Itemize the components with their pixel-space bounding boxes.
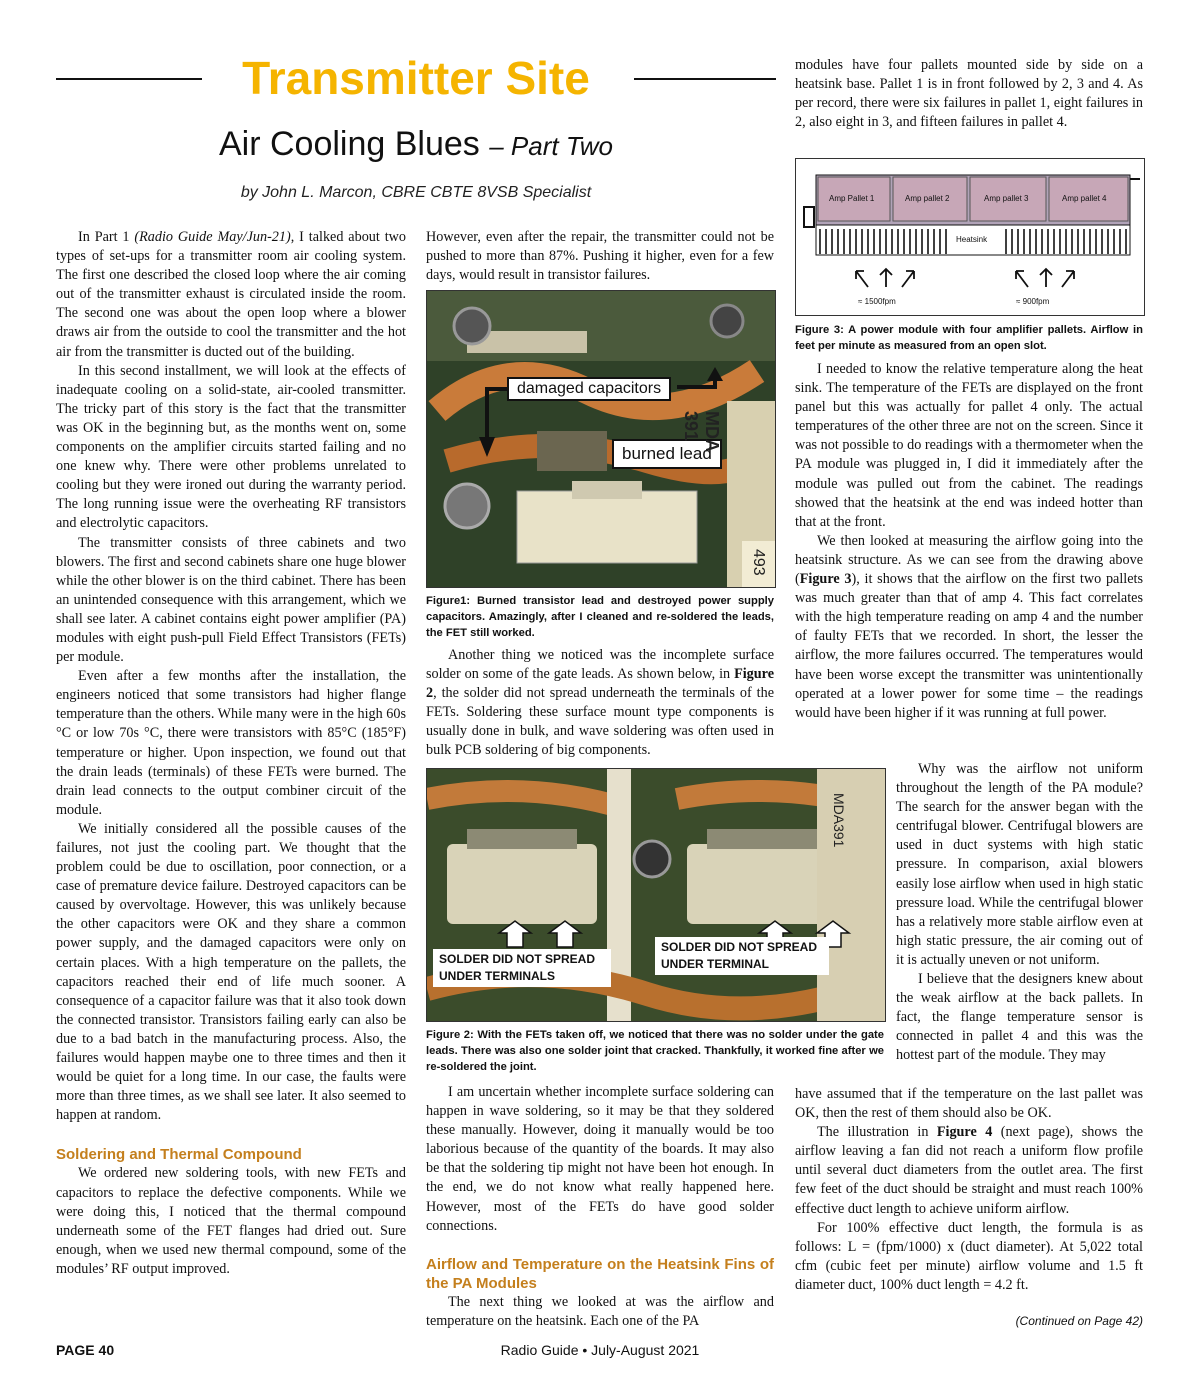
paragraph: In Part 1 (Radio Guide May/Jun-21), I talked about two types of set-ups for a transmitter room air cooling system. The first one described the closed loop where the air coming out of the transmitter exhaust is circulated inside the room. The second one was about the open loop where a blower draws air from the outside to cool the transmitter and the hot air from the transmitter is ducted out of the building.: [56, 229, 406, 360]
label-solder-right: SOLDER DID NOT SPREAD UNDER TERMINAL: [655, 937, 829, 975]
pallet-3-label: Amp pallet 3: [984, 194, 1029, 203]
column-3-bottom: [795, 1085, 1143, 1295]
paragraph: I needed to know the relative temperature along the heat sink. The temperature of the FETs are displayed on the front panel but this was actually for pallet 4 only. The actual temperatures of the other three are not on the screen. Since it was not possible to do readings with a thermometer when the PA module was plugged in, I did it immediately after the module was pulled out from the cabinet. The readings showed that the heatsink at the end was indeed hotter than that at the front.: [795, 361, 1143, 530]
paragraph: The transmitter consists of three cabinets and two blowers. The first and second cabinets share one huge blower while the other blower is on the third cabinet. There has been an unintended consequence with this arrangement, which we shall see later. A cabinet contains eight power amplifier (PA) modules with eight push-pull Field Effect Transistors (FETs) per module.: [56, 534, 406, 666]
article-title-main: Air Cooling Blues: [218, 125, 480, 163]
figure-1-caption-wrap: [426, 593, 774, 641]
figure-3-caption: Figure 3: A power module with four amplifier pallets. Airflow in feet per minute as measured from an open slot.: [795, 324, 1143, 352]
section-title: Transmitter Site: [242, 52, 590, 104]
publication-info: Radio Guide • July-August 2021: [500, 1342, 700, 1358]
figure-3-diagram: [795, 158, 1145, 316]
column-1: [56, 228, 406, 1279]
figure-3-ref: Figure 3: [799, 571, 852, 588]
paragraph: We ordered new soldering tools, with new FETs and capacitors to replace the defective components. While we were doing this, I noticed that the thermal compound underneath some of the FET flanges had dried out. Sure enough, when we used new thermal compound, some of the modules’ RF output improved.: [56, 1165, 406, 1277]
continued-note: (Continued on Page 42): [1015, 1314, 1143, 1328]
paragraph: Even after a few months after the installation, the engineers noticed that some transistors had higher flange temperature than the others. While many were in the high 60s °C or low 70s °C, there were transistors with 85°C (185°F) temperature or higher. Upon inspection, we found out that the drain leads (terminals) of these FETs were burned. The drain lead connects to the output combiner circuit of the module.: [56, 668, 406, 818]
paragraph: I am uncertain whether incomplete surface soldering can happen in wave soldering, so it may be that they soldered these manually. However, doing it manually would be too laborious because of the quantity of the boards. It may also be that the soldering tip might not have been hot enough. In the end, we do not know what really happened here. However, most of the FETs do have good solder connections.: [426, 1084, 774, 1234]
pallet-1-label: Amp Pallet 1: [829, 194, 875, 203]
figure-1-caption: Figure1: Burned transistor lead and destroyed power supply capacitors. Amazingly, after I cleaned and re-soldered the leads, the FET still worked.: [426, 595, 774, 639]
paragraph: The illustration in Figure 4 (next page), shows the airflow leaving a fan did not reach a uniform flow profile until several duct diameters from the outlet area. The first few feet of the duct should be straight and must reach 100% effective duct length to achieve uniform airflow.: [795, 1124, 1143, 1217]
figure-4-ref: Figure 4: [936, 1124, 993, 1141]
figure-1-photo: [426, 290, 776, 588]
column-2-top: [426, 228, 774, 285]
figure-2-caption: Figure 2: With the FETs taken off, we noticed that there was no solder under the gate leads. There was also one solder joint that cracked. Thankfully, it worked fine after we re-soldered the joint.: [426, 1029, 884, 1073]
column-2-bottom: [426, 1083, 774, 1331]
column-3-narrow: [896, 760, 1143, 1066]
column-3-main: [795, 360, 1143, 723]
board-marking-2: MDA391: [831, 793, 847, 848]
paragraph: We initially considered all the possible causes of the failures, not just the cooling part. We thought that the problem could be due to oscillation, poor connection, or a case of premature device failure. Destroyed capacitors can be caused by overvoltage. However, this was unlikely because the other capacitors were OK and they share a common power supply, and the damaged capacitors were only on certain places. With a high temperature on the pallets, the capacitors reached their end of life much sooner. A consequence of a capacitor failure was that it also took down the connected transistor. Transistors failing early can also be due to a bad batch in the manufacturing process. Also, the failures would happen maybe one to three times and then it would be quiet for a long time. In our case, the faults were more than three times, as we shall see later. It also seemed to happen at random.: [56, 820, 406, 1124]
paragraph: However, even after the repair, the transmitter could not be pushed to more than 87%. Pushing it higher, even for a few days, would result in transistor failures.: [426, 229, 774, 284]
label-burned-lead: burned lead: [612, 439, 722, 469]
magazine-reference: (Radio Guide May/Jun-21): [134, 229, 291, 245]
figure-2-ref: Figure 2: [426, 666, 774, 702]
figure-3-caption-wrap: [795, 322, 1143, 354]
heatsink-label: Heatsink: [956, 235, 988, 244]
page-number: PAGE 40: [56, 1342, 115, 1358]
column-2-mid: [426, 646, 774, 761]
paragraph: For 100% effective duct length, the formula is as follows: L = (fpm/1000) x (duct diameter). At 5,022 total cfm (cubic feet per minute) airflow volume and 1.5 ft diameter duct, 100% duct length = 4.2 ft.: [795, 1219, 1143, 1293]
board-marking: MDA 391: [681, 411, 722, 452]
byline: by John L. Marcon, CBRE CBTE 8VSB Specialist: [240, 184, 592, 201]
pallet-2-label: Amp pallet 2: [905, 194, 950, 203]
subheading-soldering: Soldering and Thermal Compound: [56, 1146, 302, 1164]
paragraph: Why was the airflow not uniform throughout the length of the PA module? The search for the answer began with the centrifugal blower. Centrifugal blowers are used in duct systems with high static pressure. In comparison, axial blowers easily lose airflow when used in high static pressure load. While the centrifugal blower has a relatively more stable airflow even at high static pressure, the air coming out of it is actually uneven or not uniform.: [896, 761, 1143, 968]
airflow-front-label: ≈ 1500fpm: [858, 297, 896, 306]
label-solder-left: SOLDER DID NOT SPREAD UNDER TERMINALS: [433, 949, 611, 987]
article-title: [56, 122, 776, 168]
board-number: 493: [750, 549, 767, 576]
paragraph: We then looked at measuring the airflow going into the heatsink structure. As we can see from the drawing above (Figure 3), it shows that the airflow on the first two pallets was much greater than that of amp 4. This fact correlates with the high temperature reading on amp 4 and the number of faulty FETs that we recorded. In short, the lesser the airflow, the more failures occurred. The temperatures would have been worse except the transmitter was unintentionally operated at a lower power for some time – the readings would have been higher if it was running at full power.: [795, 532, 1143, 721]
figure-2-caption-wrap: [426, 1027, 884, 1075]
paragraph: have assumed that if the temperature on the last pallet was OK, then the rest of them should also be OK.: [795, 1086, 1143, 1122]
figure-2-photo: [426, 768, 886, 1022]
masthead: [56, 50, 776, 110]
column-3-top: [795, 56, 1143, 132]
pallet-4-label: Amp pallet 4: [1062, 194, 1107, 203]
paragraph: modules have four pallets mounted side by side on a heatsink base. Pallet 1 is in front followed by 2, 3 and 4. As per record, there were six failures in pallet 1, eight failures in 2, also eight in 3, and fifteen failures in pallet 4.: [795, 57, 1143, 131]
paragraph: I believe that the designers knew about the weak airflow at the back pallets. In fact, the flange temperature sensor is connected in pallet 4 and this was the hottest part of the module. They may: [896, 971, 1143, 1064]
airflow-back-label: ≈ 900fpm: [1016, 297, 1050, 306]
article-title-part: – Part Two: [489, 131, 614, 161]
subheading-airflow: Airflow and Temperature on the Heatsink Fins of the PA Modules: [426, 1255, 774, 1292]
paragraph: Another thing we noticed was the incomplete surface solder on some of the gate leads. As shown below, in Figure 2, the solder did not spread underneath the terminals of the FETs. Soldering these surface mount type components is usually done in bulk, and wave soldering was often used in bulk PCB soldering of big components.: [426, 647, 774, 759]
label-damaged-capacitors: damaged capacitors: [507, 377, 671, 401]
paragraph: In this second installment, we will look at the effects of inadequate cooling on a solid-state, air-cooled transmitter. The tricky part of this story is the fact that the transmitter was OK in the beginning but, as the months went on, some components on the amplifier circuits started failing and no one knew why. There were other problems unrelated to cooling but they were ironed out during the warranty period. The long running issue were the overheating RF transistors and electrolytic capacitors.: [56, 362, 406, 532]
paragraph: The next thing we looked at was the airflow and temperature on the heatsink. Each one of the PA: [426, 1293, 774, 1329]
